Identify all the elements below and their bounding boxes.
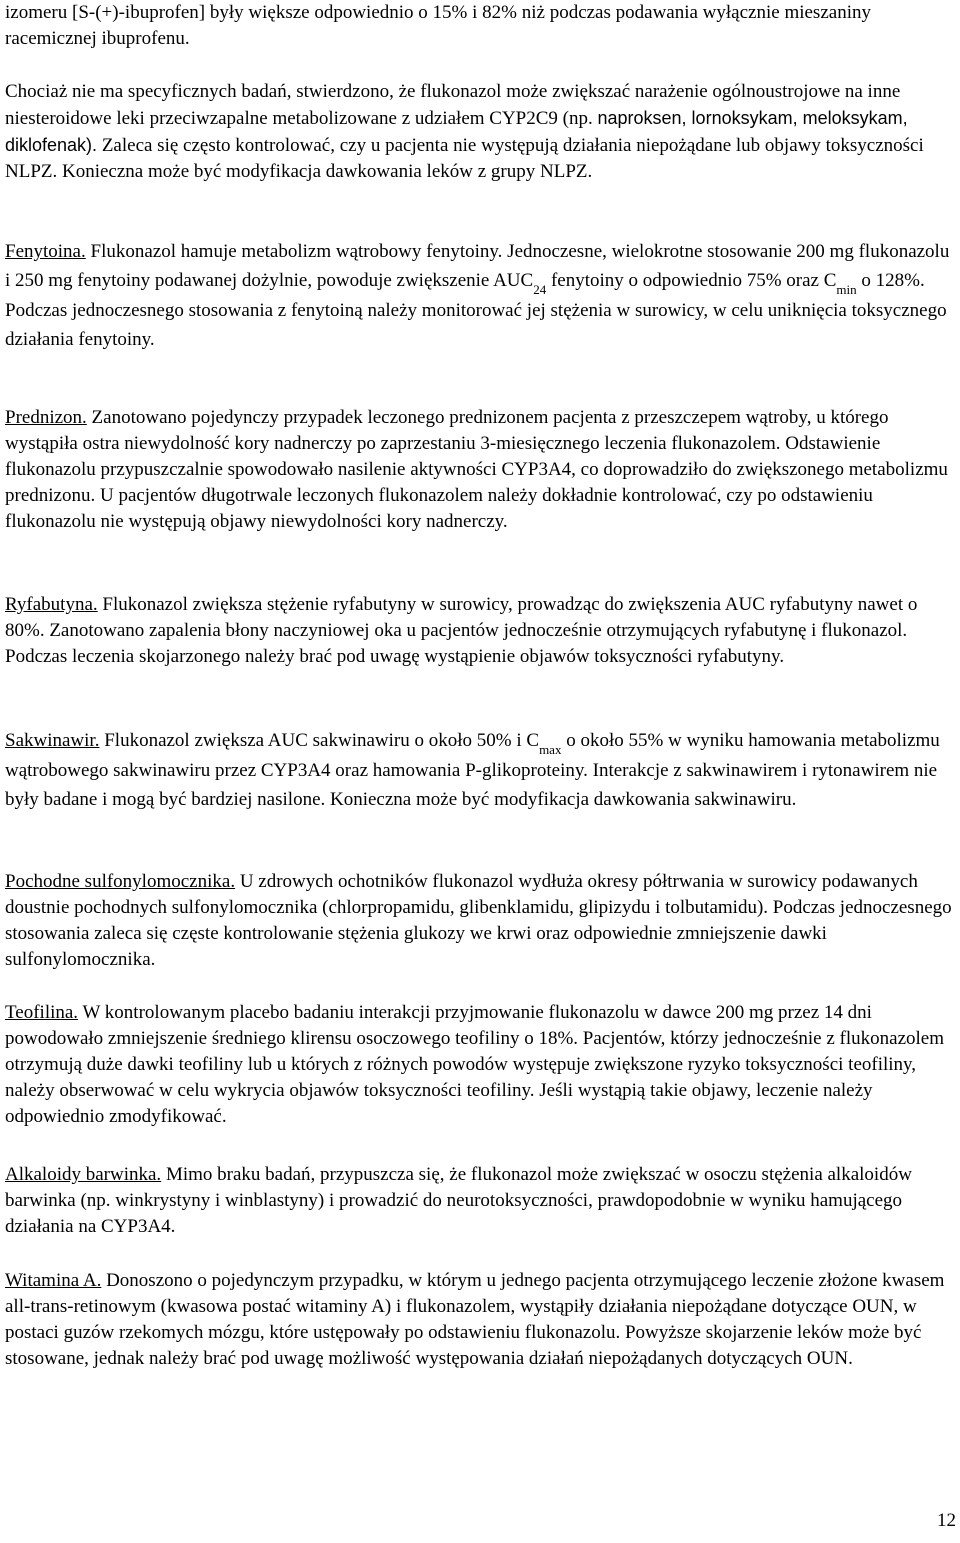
section-heading: Sakwinawir. [5, 730, 100, 751]
section-prednizon [5, 405, 957, 535]
section-text: Flukonazol hamuje metabolizm wątrobowy fenytoiny. Jednoczesne, wielokrotne stosowanie 200 mg flukonazolu i 250 mg fenytoiny podawanej dożylnie, powoduje zwiększenie AUC [5, 241, 950, 291]
section-witamina-a [5, 1268, 957, 1372]
section-alkaloidy-barwinka [5, 1162, 957, 1240]
paragraph-ibuprofen-continued [5, 0, 957, 52]
section-text: o 128%. Podczas jednoczesnego stosowania z fenytoiną należy monitorować jej stężenia w surowicy, w celu uniknięcia toksycznego działania fenytoiny. [5, 270, 947, 350]
section-text: o około 55% w wyniku hamowania metabolizmu wątrobowego sakwinawiru przez CYP3A4 oraz hamowania P-glikoproteiny. Interakcje z sakwinawirem i rytonawirem nie były badane i mogą być bardziej nasilone. Konieczna może być modyfikacja dawkowania sakwinawiru. [5, 730, 940, 810]
page-number: 12 [937, 1510, 956, 1531]
section-text: Flukonazol zwiększa stężenie ryfabutyny w surowicy, prowadząc do zwiększenia AUC ryfabutyny nawet o 80%. Zanotowano zapalenia błony naczyniowej oka u pacjentów jednocześnie otrzymujących ryfabutynę i flukonazol. Podczas leczenia skojarzonego należy brać pod uwagę wystąpienie objawów toksyczności ryfabutyny. [5, 594, 918, 667]
paragraph-nlpz [5, 79, 957, 185]
section-text: W kontrolowanym placebo badaniu interakcji przyjmowanie flukonazolu w dawce 200 mg przez 14 dni powodowało zmniejszenie średniego klirensu osoczowego teofiliny o 18%. Pacjentów, którzy jednocześnie z flukonazolem otrzymują duże dawki teofiliny lub u których z różnych powodów występuje zwiększone ryzyko toksyczności teofiliny, należy obserwować w celu wykrycia objawów toksyczności teofiliny. Jeśli wystąpią takie objawy, leczenie należy odpowiednio zmodyfikować. [5, 1002, 944, 1127]
section-heading: Prednizon. [5, 407, 87, 428]
section-sakwinawir [5, 726, 957, 814]
section-text: Zanotowano pojedynczy przypadek leczonego prednizonem pacjenta z przeszczepem wątroby, u którego wystąpiła ostra niewydolność kory nadnerczy po zaprzestaniu 3-miesięcznego leczenia flukonazolem. Odstawienie flukonazolu przypuszczalnie spowodowało nasilenie aktywności CYP3A4, co doprowadziło do zwiększonego metabolizmu prednizonu. U pacjentów długotrwale leczonych flukonazolem należy dokładnie kontrolować, czy po odstawieniu flukonazolu nie występują objawy niewydolności kory nadnerczy. [5, 407, 948, 532]
section-heading: Pochodne sulfonylomocznika. [5, 871, 236, 892]
section-fenytoina [5, 237, 957, 354]
section-text: fenytoiny o odpowiednio 75% oraz C [546, 270, 837, 291]
section-heading: Fenytoina. [5, 241, 86, 262]
paragraph-text: Chociaż nie ma specyficznych badań, stwierdzono, że flukonazol może zwiększać narażenie ogólnoustrojowe na inne niesteroidowe leki przeciwzapalne metabolizowane z udziałem CYP2C9 (np. [5, 81, 901, 129]
section-teofilina [5, 1000, 957, 1130]
section-ryfabutyna [5, 592, 957, 670]
section-heading: Ryfabutyna. [5, 594, 98, 615]
section-text: U zdrowych ochotników flukonazol wydłuża okresy półtrwania w surowicy podawanych doustnie pochodnych sulfonylomocznika (chlorpropamidu, glibenklamidu, glipizydu i tolbutamidu). Podczas jednoczesnego stosowania zaleca się częste kontrolowanie stężenia glukozy we krwi oraz odpowiednie zmniejszenie dawki sulfonylomocznika. [5, 871, 952, 970]
nlpz-examples: naproksen, lornoksykam, meloksykam, diklofenak). [5, 108, 908, 155]
section-text: Flukonazol zwiększa AUC sakwinawiru o około 50% i C [99, 730, 540, 751]
subscript: max [539, 742, 562, 757]
section-text: Mimo braku badań, przypuszcza się, że flukonazol może zwiększać w osoczu stężenia alkaloidów barwinka (np. winkrystyny i winblastyny) i prowadzić do neurotoksyczności, prawdopodobnie w wyniku hamującego działania na CYP3A4. [5, 1164, 912, 1237]
section-heading: Teofilina. [5, 1002, 79, 1023]
section-heading: Alkaloidy barwinka. [5, 1164, 162, 1185]
section-sulfonylomocznik [5, 869, 957, 973]
subscript: min [836, 282, 857, 297]
paragraph-text: izomeru [S-(+)-ibuprofen] były większe odpowiednio o 15% i 82% niż podczas podawania wyłącznie mieszaniny racemicznej ibuprofenu. [5, 2, 871, 49]
section-heading: Witamina A. [5, 1270, 102, 1291]
section-text: Donoszono o pojedynczym przypadku, w którym u jednego pacjenta otrzymującego leczenie złożone kwasem all-trans-retinowym (kwasowa postać witaminy A) i flukonazolem, wystąpiły działania niepożądane dotyczące OUN, w postaci guzów rzekomych mózgu, które ustępowały po odstawieniu flukonazolu. Powyższe skojarzenie leków może być stosowane, jednak należy brać pod uwagę możliwość występowania działań niepożądanych dotyczących OUN. [5, 1270, 945, 1369]
subscript: 24 [533, 282, 547, 297]
paragraph-text-rest: Zaleca się często kontrolować, czy u pacjenta nie występują działania niepożądane lub objawy toksyczności NLPZ. Konieczna może być modyfikacja dawkowania leków z grupy NLPZ. [5, 135, 924, 182]
